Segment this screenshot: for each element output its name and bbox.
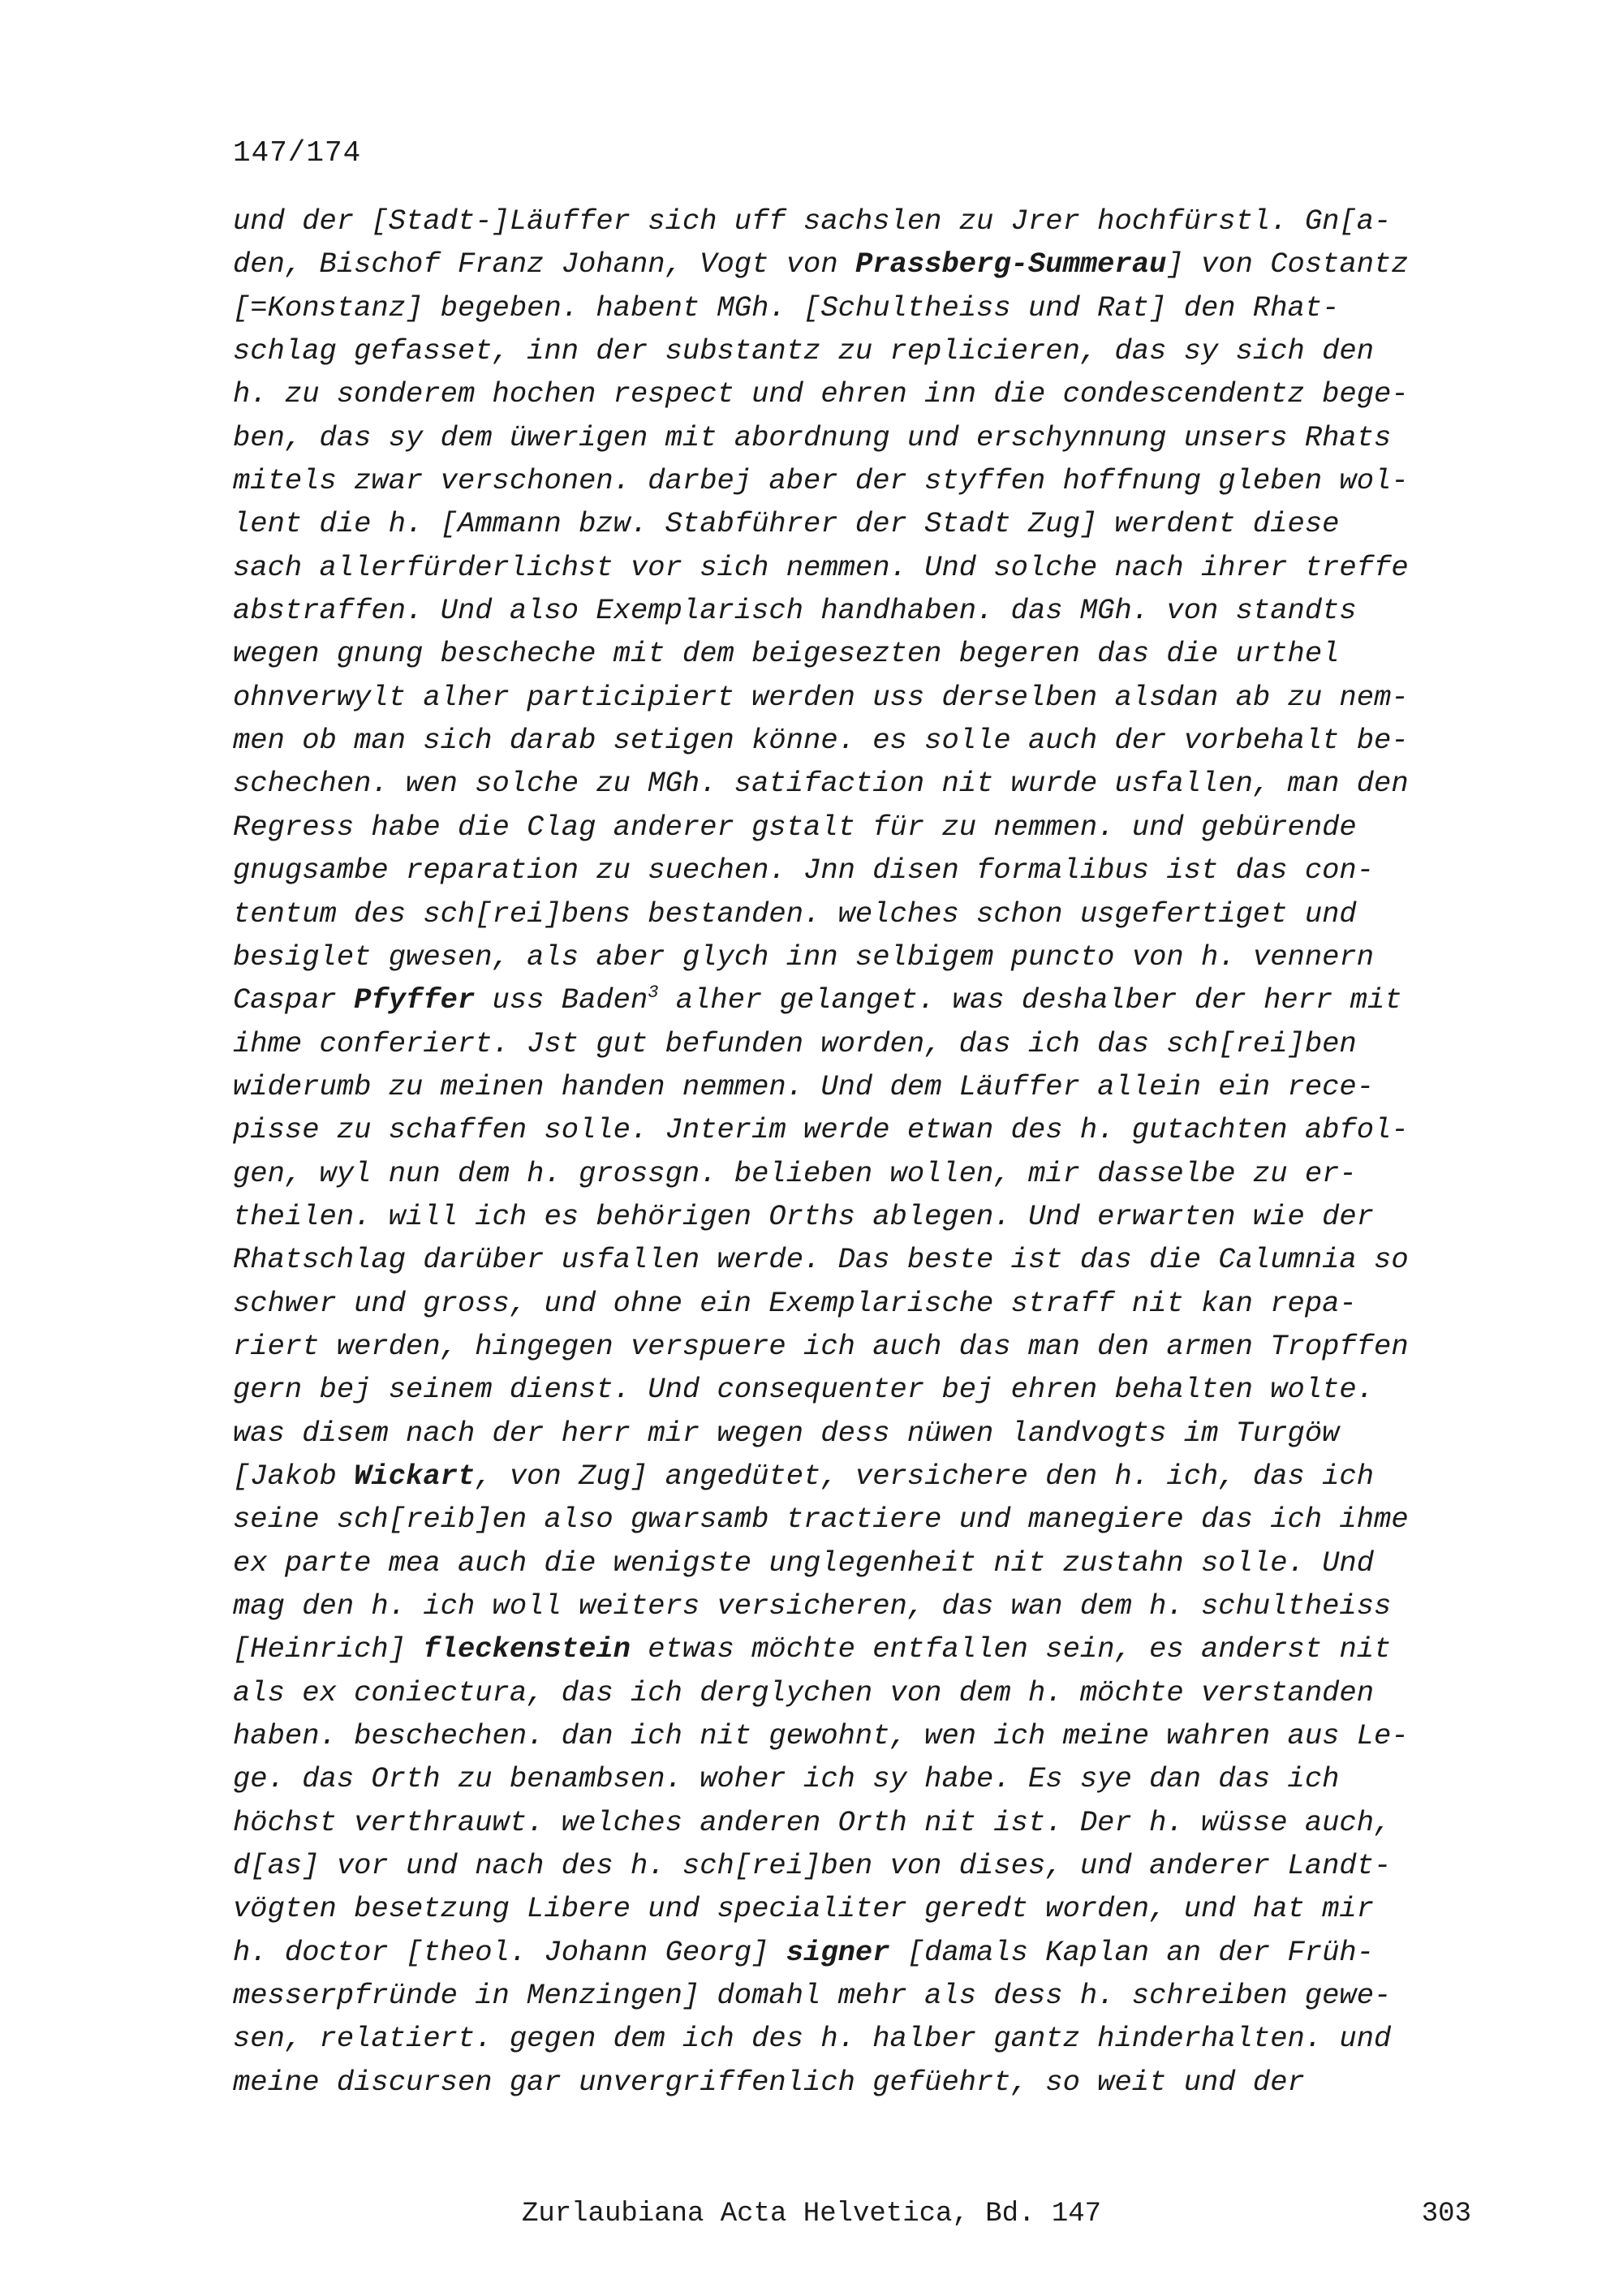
text-line (233, 1282, 1466, 1325)
text-line (233, 286, 1466, 329)
text-segment: vögten besetzung Libere und specialiter geredt worden, und hat mir (233, 1892, 1375, 1926)
text-segment: meine discursen gar unvergriffenlich gefüehrt, so weit und der (233, 2065, 1305, 2099)
text-segment: was disem nach der herr mir wegen dess nüwen landvogts im Turgöw (233, 1416, 1340, 1450)
text-line (233, 892, 1466, 935)
text-line (233, 1498, 1466, 1541)
text-line (233, 200, 1466, 243)
text-line (233, 1412, 1466, 1455)
page-reference: 147/174 (233, 136, 362, 170)
text-segment: sach allerfürderlichst vor sich nemmen. Und solche nach ihrer treffe (233, 550, 1409, 584)
text-segment: schechen. wen solche zu MGh. satifaction nit wurde usfallen, man den (233, 767, 1409, 801)
page-footer (0, 2199, 1623, 2239)
text-segment: abstraffen. Und also Exemplarisch handhaben. das MGh. von standts (233, 594, 1357, 628)
text-segment: h. zu sonderem hochen respect und ehren inn die condescendentz bege- (233, 377, 1409, 411)
text-line (233, 1714, 1466, 1757)
text-segment: Rhatschlag darüber usfallen werde. Das beste ist das die Calumnia so (233, 1243, 1409, 1277)
text-segment: alher gelanget. was deshalber der herr mit (658, 983, 1402, 1017)
text-line (233, 1065, 1466, 1108)
text-line (233, 416, 1466, 459)
text-line (233, 632, 1466, 675)
text-segment: riert werden, hingegen verspuere ich auch das man den armen Tropffen (233, 1329, 1409, 1363)
text-line (233, 502, 1466, 545)
text-segment: ex parte mea auch die wenigste unglegenheit nit zustahn solle. Und (233, 1546, 1375, 1580)
text-line (233, 1238, 1466, 1281)
person-name-bold: signer (786, 1935, 890, 1969)
person-name-bold: fleckenstein (423, 1632, 631, 1666)
text-segment: mag den h. ich woll weiters versicheren, das wan dem h. schultheiss (233, 1589, 1392, 1623)
text-segment: besiglet gwesen, als aber glych inn selbigem puncto von h. vennern (233, 939, 1375, 974)
text-line (233, 329, 1466, 372)
text-line (233, 2061, 1466, 2104)
text-line (233, 1671, 1466, 1714)
text-segment: und der [Stadt-]Läuffer sich uff sachslen zu Jrer hochfürstl. Gn[a- (233, 204, 1392, 238)
text-segment: [damals Kaplan an der Früh- (889, 1935, 1375, 1969)
text-segment: tentum des sch[rei]bens bestanden. welches schon usgefertiget und (233, 896, 1357, 931)
text-line (233, 459, 1466, 502)
text-line (233, 1844, 1466, 1887)
text-segment: d[as] vor und nach des h. sch[rei]ben von dises, und anderer Landt- (233, 1849, 1392, 1883)
text-line (233, 546, 1466, 589)
text-line (233, 1152, 1466, 1195)
text-segment: ohnverwylt alher participiert werden uss derselben alsdan ab zu nem- (233, 680, 1409, 714)
text-segment: lent die h. [Ammann bzw. Stabführer der Stadt Zug] werdent diese (233, 507, 1340, 541)
text-segment: [Heinrich] (233, 1632, 424, 1666)
text-line (233, 1584, 1466, 1627)
person-name-bold: Prassberg-Summerau (855, 247, 1167, 282)
text-segment: haben. beschechen. dan ich nit gewohnt, wen ich meine wahren aus Le- (233, 1719, 1409, 1753)
text-segment: pisse zu schaffen solle. Jnterim werde etwan des h. gutachten abfol- (233, 1113, 1409, 1147)
text-line (233, 1887, 1466, 1930)
text-line (233, 1801, 1466, 1844)
text-segment: als ex coniectura, das ich derglychen von dem h. möchte verstanden (233, 1675, 1375, 1709)
text-line (233, 806, 1466, 849)
footnote-marker: 3 (648, 982, 659, 1004)
text-segment: Regress habe die Clag anderer gstalt für zu nemmen. und gebürende (233, 810, 1357, 844)
text-line (233, 719, 1466, 762)
document-body-text (233, 200, 1466, 2104)
text-segment: sen, relatiert. gegen dem ich des h. halber gantz hinderhalten. und (233, 2022, 1392, 2056)
text-segment: schwer und gross, und ohne ein Exemplarische straff nit kan repa- (233, 1286, 1357, 1320)
text-line (233, 1974, 1466, 2017)
text-line (233, 676, 1466, 719)
footer-publication-title: Zurlaubiana Acta Helvetica, Bd. 147 (521, 2199, 1102, 2229)
text-line (233, 978, 1466, 1021)
footer-page-number: 303 (1421, 2199, 1471, 2229)
text-line (233, 935, 1466, 978)
text-segment: men ob man sich darab setigen könne. es solle auch der vorbehalt be- (233, 724, 1409, 758)
text-segment: theilen. will ich es behörigen Orths ablegen. Und erwarten wie der (233, 1199, 1375, 1233)
text-line (233, 1757, 1466, 1800)
text-segment: widerumb zu meinen handen nemmen. Und dem Läuffer allein ein rece- (233, 1069, 1375, 1103)
text-line (233, 1108, 1466, 1151)
text-segment: schlag gefasset, inn der substantz zu replicieren, das sy sich den (233, 334, 1375, 368)
text-line (233, 1627, 1466, 1670)
text-segment: ihme conferiert. Jst gut befunden worden, das ich das sch[rei]ben (233, 1026, 1357, 1060)
person-name-bold: Pfyffer (354, 983, 476, 1017)
text-line (233, 1455, 1466, 1498)
text-line (233, 1541, 1466, 1584)
text-segment: ben, das sy dem üwerigen mit abordnung und erschynnung unsers Rhats (233, 420, 1392, 454)
text-line (233, 1931, 1466, 1974)
text-segment: [=Konstanz] begeben. habent MGh. [Schultheiss und Rat] den Rhat- (233, 290, 1340, 325)
text-segment: höchst verthrauwt. welches anderen Orth nit ist. Der h. wüsse auch, (233, 1805, 1392, 1839)
text-line (233, 2017, 1466, 2060)
text-segment: gnugsambe reparation zu suechen. Jnn disen formalibus ist das con- (233, 853, 1375, 888)
text-line (233, 762, 1466, 805)
text-segment: mitels zwar verschonen. darbej aber der styffen hoffnung gleben wol- (233, 464, 1409, 498)
text-line (233, 1368, 1466, 1411)
text-segment: wegen gnung bescheche mit dem beigesezten begeren das die urthel (233, 637, 1340, 671)
text-segment: den, Bischof Franz Johann, Vogt von (233, 247, 855, 282)
text-segment: ] von Costantz (1166, 247, 1409, 282)
text-line (233, 849, 1466, 892)
text-segment: uss Baden (475, 983, 648, 1017)
person-name-bold: Wickart (354, 1459, 476, 1493)
text-segment: ge. das Orth zu benambsen. woher ich sy habe. Es sye dan das ich (233, 1762, 1340, 1796)
text-line (233, 372, 1466, 415)
text-segment: Caspar (233, 983, 355, 1017)
text-segment: gern bej seinem dienst. Und consequenter bej ehren behalten wolte. (233, 1373, 1375, 1407)
text-line (233, 1195, 1466, 1238)
text-segment: , von Zug] angedütet, versichere den h. ich, das ich (475, 1459, 1375, 1493)
text-line (233, 589, 1466, 632)
text-segment: [Jakob (233, 1459, 355, 1493)
text-line (233, 243, 1466, 286)
text-line (233, 1022, 1466, 1065)
text-segment: h. doctor [theol. Johann Georg] (233, 1935, 786, 1969)
text-segment: etwas möchte entfallen sein, es anderst nit (631, 1632, 1392, 1666)
text-line (233, 1325, 1466, 1368)
text-segment: gen, wyl nun dem h. grossgn. belieben wollen, mir dasselbe zu er- (233, 1156, 1357, 1190)
text-segment: messerpfründe in Menzingen] domahl mehr als dess h. schreiben gewe- (233, 1979, 1392, 2013)
text-segment: seine sch[reib]en also gwarsamb tractiere und manegiere das ich ihme (233, 1503, 1409, 1537)
